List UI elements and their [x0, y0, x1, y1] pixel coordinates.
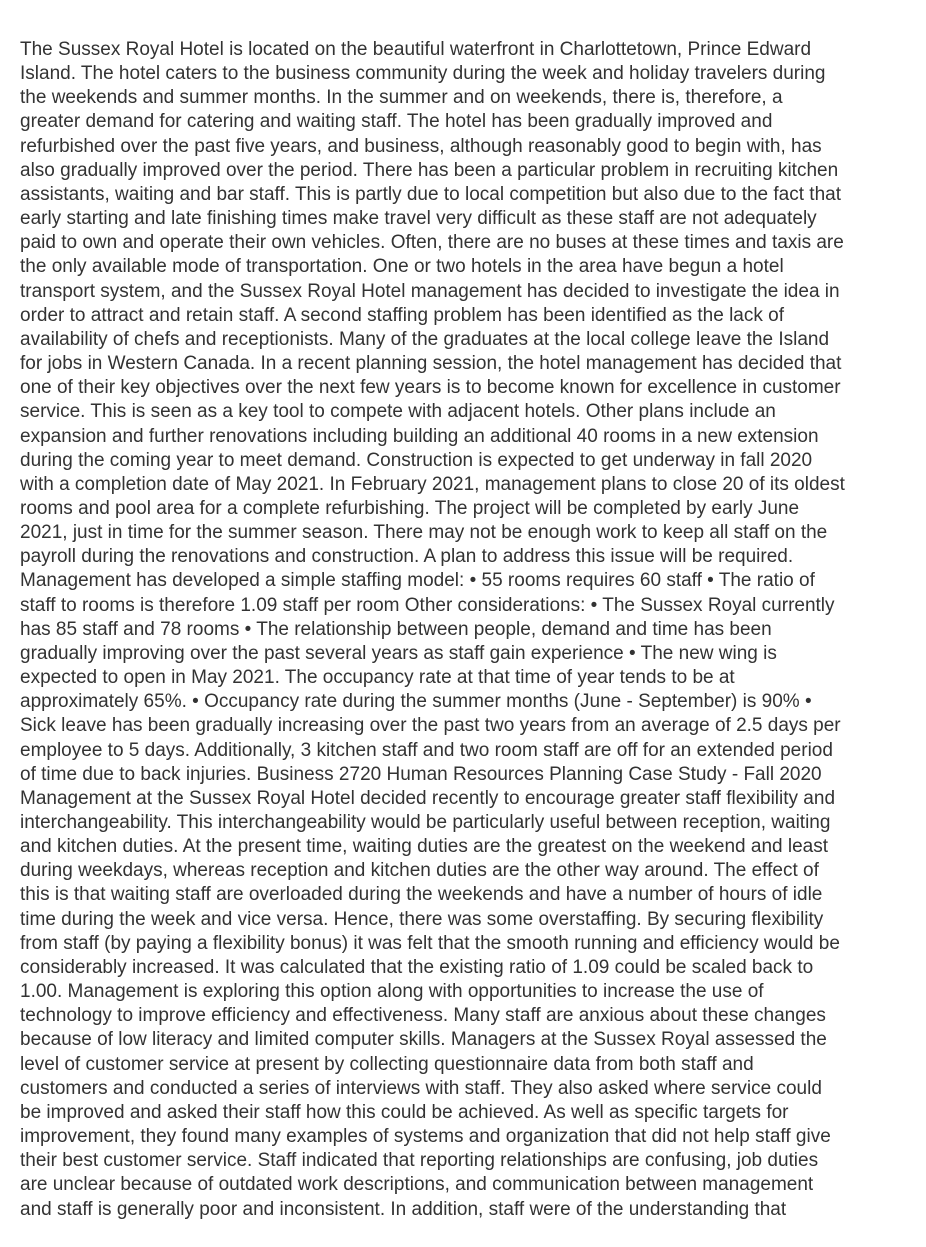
text-line: for jobs in Western Canada. In a recent planning session, the hotel management has decided that [20, 353, 842, 375]
text-line: the weekends and summer months. In the summer and on weekends, there is, therefore, a [20, 87, 783, 109]
text-line: technology to improve efficiency and effectiveness. Many staff are anxious about these changes [20, 1005, 826, 1027]
text-line: order to attract and retain staff. A second staffing problem has been identified as the lack of [20, 304, 784, 326]
text-line: Management has developed a simple staffing model: • 55 rooms requires 60 staff • The ratio of [20, 570, 815, 592]
text-line: customers and conducted a series of interviews with staff. They also asked where service could [20, 1077, 822, 1099]
text-line: gradually improving over the past several years as staff gain experience • The new wing is [20, 642, 777, 664]
text-line: from staff (by paying a flexibility bonus) it was felt that the smooth running and efficiency would be [20, 932, 840, 954]
text-line: because of low literacy and limited computer skills. Managers at the Sussex Royal assessed the [20, 1029, 827, 1051]
text-line: during the coming year to meet demand. Construction is expected to get underway in fall 2020 [20, 449, 813, 471]
text-line: expansion and further renovations including building an additional 40 rooms in a new extension [20, 425, 819, 447]
text-line: The Sussex Royal Hotel is located on the beautiful waterfront in Charlottetown, Prince Edward [20, 39, 812, 60]
text-line: with a completion date of May 2021. In February 2021, management plans to close 20 of its oldest [20, 473, 845, 495]
text-line: approximately 65%. • Occupancy rate during the summer months (June - September) is 90% • [20, 691, 812, 713]
text-line: rooms and pool area for a complete refurbishing. The project will be completed by early June [20, 497, 800, 519]
case-study-text [20, 38, 926, 1222]
text-line: this is that waiting staff are overloaded during the weekends and have a number of hours of idle [20, 884, 823, 906]
text-line: Island. The hotel caters to the business community during the week and holiday travelers during [20, 63, 826, 85]
text-line: level of customer service at present by collecting questionnaire data from both staff and [20, 1053, 754, 1075]
text-line: be improved and asked their staff how this could be achieved. As well as specific targets for [20, 1101, 789, 1123]
text-line: considerably increased. It was calculated that the existing ratio of 1.09 could be scaled back to [20, 956, 814, 978]
text-line: early starting and late finishing times make travel very difficult as these staff are not adequately [20, 208, 817, 230]
text-line: paid to own and operate their own vehicles. Often, there are no buses at these times and taxis are [20, 232, 844, 254]
text-line: Sick leave has been gradually increasing over the past two years from an average of 2.5 days per [20, 715, 841, 737]
text-line: has 85 staff and 78 rooms • The relationship between people, demand and time has been [20, 618, 772, 640]
text-line: of time due to back injuries. Business 2720 Human Resources Planning Case Study - Fall 2020 [20, 763, 822, 785]
text-line: availability of chefs and receptionists. Many of the graduates at the local college leave the Island [20, 328, 830, 350]
text-line: refurbished over the past five years, and business, although reasonably good to begin with, has [20, 135, 822, 157]
text-line: time during the week and vice versa. Hence, there was some overstaffing. By securing flexibility [20, 908, 824, 930]
text-line: and staff is generally poor and inconsistent. In addition, staff were of the understanding that [20, 1198, 787, 1220]
text-line: employee to 5 days. Additionally, 3 kitchen staff and two room staff are off for an extended period [20, 739, 833, 761]
text-line: and kitchen duties. At the present time, waiting duties are the greatest on the weekend and least [20, 836, 829, 858]
text-line: one of their key objectives over the next few years is to become known for excellence in customer [20, 377, 841, 399]
text-line: service. This is seen as a key tool to compete with adjacent hotels. Other plans include an [20, 401, 776, 423]
text-line: greater demand for catering and waiting staff. The hotel has been gradually improved and [20, 111, 773, 133]
text-line: also gradually improved over the period. There has been a particular problem in recruiting kitchen [20, 159, 839, 181]
text-line: during weekdays, whereas reception and kitchen duties are the other way around. The effect of [20, 860, 819, 882]
text-line: their best customer service. Staff indicated that reporting relationships are confusing, job duties [20, 1150, 819, 1172]
text-line: interchangeability. This interchangeability would be particularly useful between reception, waiting [20, 812, 831, 833]
text-line: Management at the Sussex Royal Hotel decided recently to encourage greater staff flexibility and [20, 787, 836, 809]
text-line: staff to rooms is therefore 1.09 staff per room Other considerations: • The Sussex Royal currently [20, 594, 835, 616]
text-line: 1.00. Management is exploring this option along with opportunities to increase the use of [20, 981, 764, 1003]
text-line: transport system, and the Sussex Royal Hotel management has decided to investigate the idea in [20, 280, 840, 302]
text-line: the only available mode of transportation. One or two hotels in the area have begun a hotel [20, 256, 784, 278]
text-line: improvement, they found many examples of systems and organization that did not help staff give [20, 1126, 831, 1148]
text-line: assistants, waiting and bar staff. This is partly due to local competition but also due to the fact that [20, 183, 841, 205]
text-line: expected to open in May 2021. The occupancy rate at that time of year tends to be at [20, 667, 735, 689]
text-line: payroll during the renovations and construction. A plan to address this issue will be required. [20, 546, 794, 568]
text-line: are unclear because of outdated work descriptions, and communication between management [20, 1174, 814, 1196]
text-line: 2021, just in time for the summer season. There may not be enough work to keep all staff on the [20, 522, 828, 544]
